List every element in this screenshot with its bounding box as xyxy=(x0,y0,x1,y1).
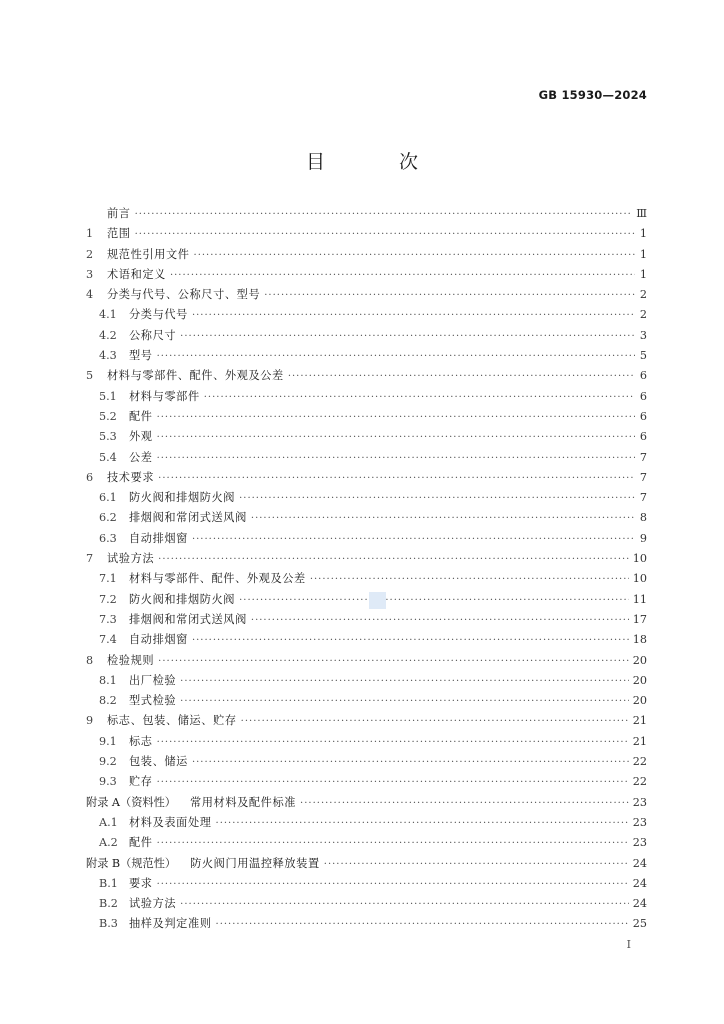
toc-dot-leader xyxy=(194,246,635,266)
toc-entry-title: 自动排烟窗 xyxy=(129,633,188,647)
selection-highlight xyxy=(369,592,386,609)
toc-entry[interactable] xyxy=(86,833,647,853)
toc-dot-leader xyxy=(157,733,629,753)
toc-entry-page: 22 xyxy=(632,755,647,769)
toc-entry-number: 8 xyxy=(86,653,94,667)
toc-entry-number: 附录 A（资料性） xyxy=(86,795,176,809)
toc-dot-leader xyxy=(264,286,635,306)
toc-entry-number: 7.1 xyxy=(99,572,117,586)
toc-entry-page: 1 xyxy=(639,247,647,261)
toc-entry-page: Ⅲ xyxy=(636,207,647,220)
toc-entry-number: 4 xyxy=(86,288,94,302)
toc-dot-leader xyxy=(251,611,629,631)
toc-entry-page: 6 xyxy=(639,430,647,444)
toc-entry-page: 10 xyxy=(632,572,647,586)
toc-entry-page: 24 xyxy=(632,856,647,870)
toc-entry-page: 8 xyxy=(639,511,647,525)
toc-entry-number: 8.1 xyxy=(99,673,117,687)
toc-dot-leader xyxy=(216,814,629,834)
toc-dot-leader xyxy=(170,266,635,286)
toc-dot-leader xyxy=(157,428,635,448)
toc-entry[interactable] xyxy=(86,245,647,265)
toc-entry-page: 20 xyxy=(632,694,647,708)
toc-entry-page: 7 xyxy=(639,470,647,484)
toc-entry[interactable] xyxy=(86,285,647,305)
toc-entry-number: 6.1 xyxy=(99,491,117,505)
toc-dot-leader xyxy=(157,347,635,367)
toc-entry-title: 排烟阀和常闭式送风阀 xyxy=(129,612,247,626)
toc-entry[interactable] xyxy=(86,549,647,569)
toc-entry-number: 4.2 xyxy=(99,328,117,342)
toc-dot-leader xyxy=(192,306,635,326)
toc-entry-title: 自动排烟窗 xyxy=(129,531,188,545)
toc-entry-page: 22 xyxy=(632,775,647,789)
toc-entry-number: A.2 xyxy=(99,836,118,850)
toc-dot-leader xyxy=(288,367,635,387)
toc-entry[interactable] xyxy=(86,346,647,366)
toc-dot-leader xyxy=(241,712,629,732)
toc-entry-title: 防火阀门用温控释放装置 xyxy=(190,856,320,870)
toc-entry-title: 要求 xyxy=(129,876,153,890)
toc-entry-number: B.3 xyxy=(99,917,118,931)
toc-entry[interactable] xyxy=(86,448,647,468)
toc-entry[interactable] xyxy=(86,326,647,346)
toc-entry-number: 5.3 xyxy=(99,430,117,444)
toc-dot-leader xyxy=(192,753,629,773)
toc-entry-number: 6.3 xyxy=(99,531,117,545)
toc-entry-page: 17 xyxy=(632,612,647,626)
toc-entry-number: 4.1 xyxy=(99,308,117,322)
toc-entry[interactable] xyxy=(86,711,647,731)
toc-entry[interactable] xyxy=(86,407,647,427)
toc-dot-leader xyxy=(204,388,635,408)
toc-entry-title: 检验规则 xyxy=(107,653,155,667)
toc-entry-title: 材料与零部件 xyxy=(129,389,200,403)
toc-entry-number: 7 xyxy=(86,552,94,566)
toc-entry-page: 23 xyxy=(632,795,647,809)
toc-dot-leader xyxy=(157,408,635,428)
toc-entry[interactable] xyxy=(86,508,647,528)
toc-entry-title: 公差 xyxy=(129,450,153,464)
toc-entry-title: 试验方法 xyxy=(107,552,155,566)
toc-entry[interactable] xyxy=(86,651,647,671)
toc-entry[interactable] xyxy=(86,590,647,610)
toc-entry-page: 1 xyxy=(639,227,647,241)
toc-entry-number: 9 xyxy=(86,714,94,728)
toc-entry-title: 公称尺寸 xyxy=(129,328,177,342)
toc-entry[interactable] xyxy=(86,671,647,691)
toc-entry-number: 4.3 xyxy=(99,349,117,363)
toc-entry-number: 9.2 xyxy=(99,755,117,769)
toc-dot-leader xyxy=(180,327,635,347)
standard-number: GB 15930—2024 xyxy=(538,88,647,102)
page-number: I xyxy=(626,938,631,951)
toc-entry[interactable] xyxy=(86,914,647,934)
toc-entry[interactable] xyxy=(86,366,647,386)
toc-entry-title: 出厂检验 xyxy=(129,673,177,687)
toc-entry-number: 7.4 xyxy=(99,633,117,647)
toc-entry-number: 5.1 xyxy=(99,389,117,403)
toc-dot-leader xyxy=(192,631,629,651)
toc-entry-page: 5 xyxy=(639,349,647,363)
toc-entry-page: 6 xyxy=(639,369,647,383)
toc-entry-page: 24 xyxy=(632,897,647,911)
toc-entry-title: 范围 xyxy=(107,227,131,241)
toc-entry-title: 防火阀和排烟防火阀 xyxy=(129,592,236,606)
toc-entry[interactable] xyxy=(86,691,647,711)
toc-entry-number: 2 xyxy=(86,247,94,261)
toc-entry-page: 23 xyxy=(632,815,647,829)
toc-entry[interactable] xyxy=(86,793,647,813)
toc-entry-title: 试验方法 xyxy=(129,897,177,911)
toc-entry-title: 排烟阀和常闭式送风阀 xyxy=(129,511,247,525)
toc-dot-leader xyxy=(180,692,629,712)
toc-entry-page: 2 xyxy=(639,288,647,302)
toc-entry-title: 分类与代号、公称尺寸、型号 xyxy=(107,288,261,302)
toc-entry-page: 21 xyxy=(632,734,647,748)
toc-entry[interactable] xyxy=(86,305,647,325)
toc-entry-title: 配件 xyxy=(129,836,153,850)
toc-entry[interactable] xyxy=(86,427,647,447)
toc-entry-number: 3 xyxy=(86,267,94,281)
toc-dot-leader xyxy=(300,794,629,814)
toc-entry-number: 1 xyxy=(86,227,94,241)
toc-entry-number: 5.2 xyxy=(99,409,117,423)
toc-dot-leader xyxy=(324,855,629,875)
toc-entry[interactable] xyxy=(86,204,647,224)
toc-entry-number: 6 xyxy=(86,470,94,484)
toc-entry-title: 常用材料及配件标准 xyxy=(189,795,297,809)
toc-entry-title: 规范性引用文件 xyxy=(107,247,190,261)
toc-entry-title: 材料与零部件、配件、外观及公差 xyxy=(107,369,284,383)
toc-dot-leader xyxy=(135,225,635,245)
toc-entry-number: 附录 B（规范性） xyxy=(86,856,177,870)
toc-dot-leader xyxy=(192,530,635,550)
toc-entry-page: 25 xyxy=(632,917,647,931)
toc-dot-leader xyxy=(216,915,629,935)
toc-entry-page: 23 xyxy=(632,836,647,850)
toc-entry-title: 标志 xyxy=(129,734,153,748)
toc-entry[interactable] xyxy=(86,813,647,833)
toc-entry-title: 外观 xyxy=(129,430,153,444)
toc-dot-leader xyxy=(158,550,629,570)
toc-entry-page: 20 xyxy=(632,673,647,687)
toc-entry-page: 9 xyxy=(639,531,647,545)
toc-dot-leader xyxy=(157,834,629,854)
toc-entry-number: B.2 xyxy=(99,897,118,911)
toc-entry[interactable] xyxy=(86,387,647,407)
toc-entry-page: 3 xyxy=(639,328,647,342)
toc-entry-number: A.1 xyxy=(99,815,118,829)
toc-entry[interactable] xyxy=(86,874,647,894)
toc-entry-title: 标志、包装、储运、贮存 xyxy=(107,714,237,728)
toc-entry[interactable] xyxy=(86,610,647,630)
toc-entry-number: 5 xyxy=(86,369,94,383)
toc-entry-page: 21 xyxy=(632,714,647,728)
toc-entry[interactable] xyxy=(86,265,647,285)
toc-dot-leader xyxy=(180,895,629,915)
toc-entry-title: 术语和定义 xyxy=(107,267,166,281)
toc-entry-title: 包装、储运 xyxy=(129,755,188,769)
toc-dot-leader xyxy=(135,205,633,225)
toc-dot-leader xyxy=(239,591,629,611)
toc-entry-number: 6.2 xyxy=(99,511,117,525)
toc-entry-page: 24 xyxy=(632,876,647,890)
toc-entry[interactable] xyxy=(86,772,647,792)
toc-entry-title: 抽样及判定准则 xyxy=(129,917,212,931)
toc-entry-page: 18 xyxy=(632,633,647,647)
toc-entry-page: 2 xyxy=(639,308,647,322)
toc-entry-title: 前言 xyxy=(107,207,131,220)
toc-entry-number: 9.3 xyxy=(99,775,117,789)
toc-entry-number: 7.3 xyxy=(99,612,117,626)
toc-entry-page: 1 xyxy=(639,267,647,281)
toc-dot-leader xyxy=(310,570,629,590)
toc-entry-page: 6 xyxy=(639,409,647,423)
toc-dot-leader xyxy=(157,875,629,895)
toc-entry-page: 20 xyxy=(632,653,647,667)
toc-entry-number: B.1 xyxy=(99,876,118,890)
toc-entry-number: 5.4 xyxy=(99,450,117,464)
toc-entry-page: 10 xyxy=(632,552,647,566)
toc-dot-leader xyxy=(158,469,635,489)
toc-entry[interactable] xyxy=(86,752,647,772)
toc-entry-title: 配件 xyxy=(129,409,153,423)
toc-entry-number: 7.2 xyxy=(99,592,117,606)
toc-entry-title: 材料与零部件、配件、外观及公差 xyxy=(129,572,306,586)
toc-entry-number: 8.2 xyxy=(99,694,117,708)
toc-entry[interactable] xyxy=(86,224,647,244)
toc-dot-leader xyxy=(239,489,635,509)
toc-entry-title: 贮存 xyxy=(129,775,153,789)
toc-entry-title: 技术要求 xyxy=(107,470,155,484)
toc-entry[interactable] xyxy=(86,529,647,549)
toc-entry-page: 11 xyxy=(632,592,647,606)
toc-entry[interactable] xyxy=(86,569,647,589)
toc-entry-title: 防火阀和排烟防火阀 xyxy=(129,491,236,505)
toc-entry-page: 6 xyxy=(639,389,647,403)
toc-entry-title: 型式检验 xyxy=(129,694,177,708)
toc-entry-page: 7 xyxy=(639,450,647,464)
toc-entry-title: 材料及表面处理 xyxy=(129,815,212,829)
toc-entry-number: 9.1 xyxy=(99,734,117,748)
toc-entry[interactable] xyxy=(86,854,647,874)
toc-entry-title: 型号 xyxy=(129,349,153,363)
toc-dot-leader xyxy=(180,672,629,692)
toc-dot-leader xyxy=(158,652,629,672)
toc-dot-leader xyxy=(157,773,629,793)
toc-entry[interactable] xyxy=(86,488,647,508)
toc-entry-page: 7 xyxy=(639,491,647,505)
toc-dot-leader xyxy=(157,449,635,469)
toc-entry[interactable] xyxy=(86,468,647,488)
table-of-contents xyxy=(86,204,647,935)
toc-entry-title: 分类与代号 xyxy=(129,308,188,322)
toc-dot-leader xyxy=(251,509,635,529)
page-title: 目 次 xyxy=(305,151,453,173)
toc-entry[interactable] xyxy=(86,630,647,650)
toc-entry[interactable] xyxy=(86,732,647,752)
toc-entry[interactable] xyxy=(86,894,647,914)
